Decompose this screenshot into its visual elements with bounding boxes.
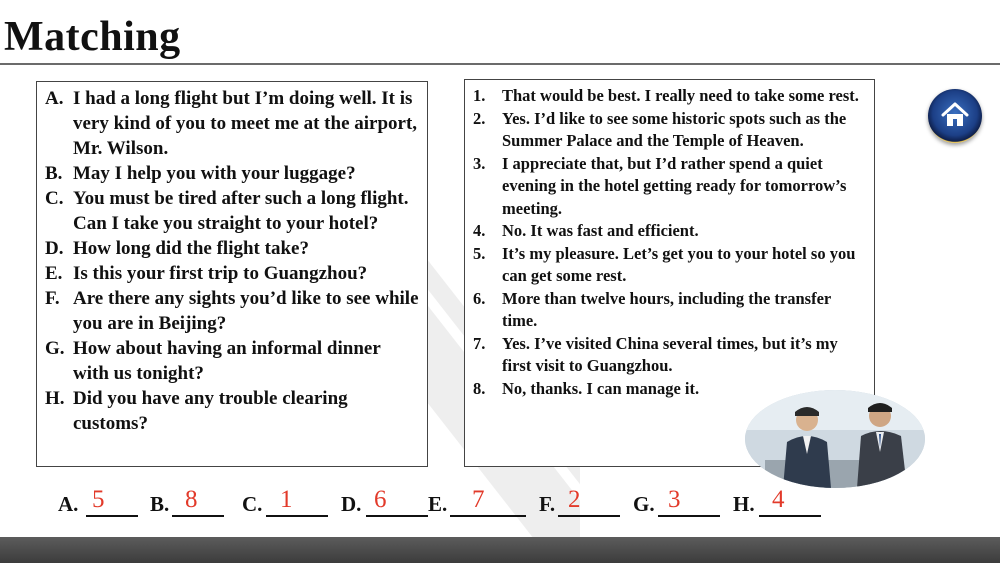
response-item: 1. That would be best. I really need to take some rest. (473, 86, 859, 105)
business-meeting-photo (745, 390, 925, 488)
answer-label-f: F. (539, 492, 556, 516)
response-item: 8. No, thanks. I can manage it. (473, 378, 700, 398)
answer-value-h: 4 (772, 486, 785, 513)
answer-blank-c (266, 515, 328, 517)
answer-value-g: 3 (668, 486, 681, 513)
answer-label-a: A. (58, 492, 79, 516)
answer-label-c: C. (242, 492, 263, 516)
business-meeting-illustration (745, 390, 925, 488)
page-title: Matching (4, 14, 181, 60)
response-item: 5. It’s my pleasure. Let’s get you to your hotel so you can get some rest. (473, 243, 856, 285)
home-icon (940, 100, 970, 130)
footer-bar (0, 537, 1000, 563)
answer-blank-g (658, 515, 720, 517)
question-item: C. You must be tired after such a long flight. Can I take you straight to your hotel? (45, 188, 409, 234)
title-divider (0, 63, 1000, 65)
response-item: 2. Yes. I’d like to see some historic spots such as the Summer Palace and the Temple of Heaven. (473, 108, 847, 150)
question-item: G. How about having an informal dinner with us tonight? (45, 338, 381, 384)
answer-value-f: 2 (568, 486, 581, 513)
answer-row (0, 486, 1000, 522)
question-item: F. Are there any sights you’d like to see while you are in Beijing? (45, 288, 419, 334)
home-button[interactable] (928, 89, 982, 143)
response-item: 4. No. It was fast and efficient. (473, 221, 699, 240)
answer-blank-a (86, 515, 138, 517)
response-item: 7. Yes. I’ve visited China several times, but it’s my first visit to Guangzhou. (473, 333, 838, 375)
answer-value-a: 5 (92, 486, 105, 513)
question-item: H. Did you have any trouble clearing customs? (45, 388, 348, 434)
question-item: E. Is this your first trip to Guangzhou? (45, 263, 368, 284)
answer-blank-h (759, 515, 821, 517)
answer-blank-d (366, 515, 428, 517)
question-item: A. I had a long flight but I’m doing well. It is very kind of you to meet me at the airport, Mr. Wilson. (45, 88, 418, 159)
answer-value-b: 8 (185, 486, 198, 513)
answer-value-c: 1 (280, 486, 293, 513)
response-item: 3. I appreciate that, but I’d rather spend a quiet evening in the hotel getting ready for tomorrow’s meeting. (473, 153, 847, 218)
answer-label-g: G. (633, 492, 655, 516)
answer-blank-e (450, 515, 526, 517)
answer-label-b: B. (150, 492, 170, 516)
answer-value-d: 6 (374, 486, 387, 513)
question-item: D. How long did the flight take? (45, 238, 309, 259)
answer-blank-b (172, 515, 224, 517)
answer-label-e: E. (428, 492, 448, 516)
answer-value-e: 7 (472, 486, 485, 513)
questions-box (36, 81, 428, 467)
response-item: 6. More than twelve hours, including the transfer time. (473, 288, 831, 330)
question-item: B. May I help you with your luggage? (45, 163, 356, 184)
answer-label-d: D. (341, 492, 362, 516)
answer-blank-f (558, 515, 620, 517)
answer-label-h: H. (733, 492, 755, 516)
